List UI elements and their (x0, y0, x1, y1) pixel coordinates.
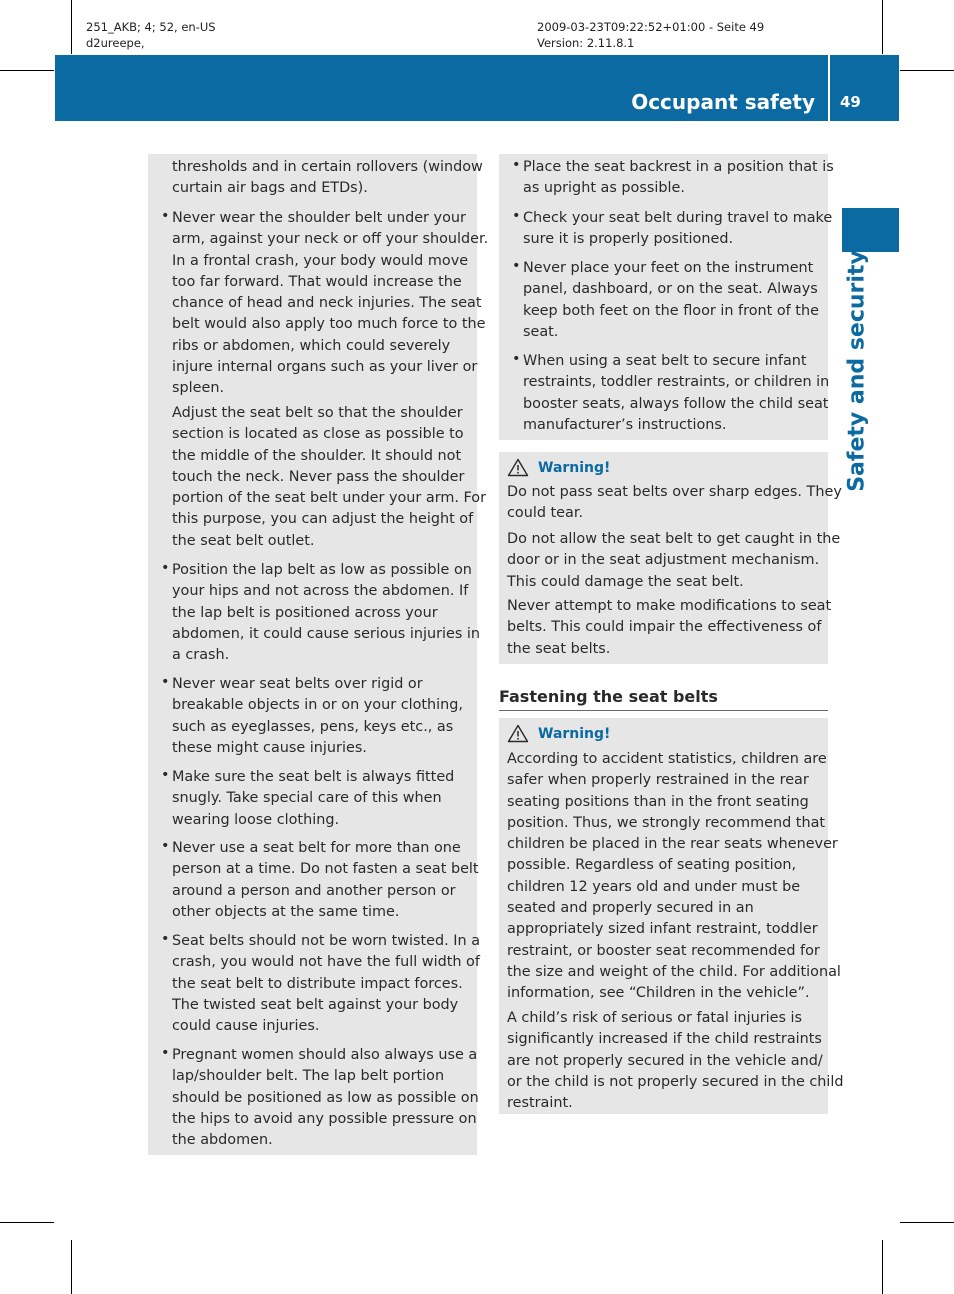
warning-paragraph (507, 1008, 844, 1114)
text-line: significantly increased if the child restraints (507, 1031, 822, 1048)
text-line: touch the neck. Never pass the shoulder (172, 468, 465, 485)
meta-line: d2ureepe, (86, 36, 145, 50)
text-line: Adjust the seat belt so that the shoulder (172, 405, 463, 421)
print-meta-left (86, 19, 216, 51)
section-title: Occupant safety (631, 90, 815, 114)
bullet: • (512, 208, 521, 224)
text-line: could cause injuries. (172, 1018, 320, 1035)
list-item (172, 838, 479, 923)
text-line: breakable objects in or on your clothing, (172, 697, 464, 714)
crop-mark (882, 0, 883, 54)
list-item (523, 157, 834, 200)
text-line: could tear. (507, 505, 584, 522)
text-line: Pregnant women should also always use a (172, 1047, 478, 1063)
text-line: the seat belts. (507, 640, 611, 657)
text-line: injure internal organs such as your liver or (172, 359, 478, 376)
text-line: restraint. (507, 1095, 573, 1112)
list-item (523, 258, 819, 343)
text-line: abdomen, it could cause serious injuries in (172, 625, 481, 642)
text-line: chance of head and neck injuries. The seat (172, 295, 482, 312)
text-line: such as eyeglasses, pens, keys etc., as (172, 718, 454, 735)
bullet: • (161, 767, 170, 783)
text-line: appropriately sized infant restraint, toddler (507, 921, 818, 938)
list-item (172, 1045, 479, 1151)
list-item (172, 560, 480, 666)
text-line: other objects at the same time. (172, 903, 400, 920)
crop-mark (900, 1222, 954, 1223)
text-line: crash, you would not have the full width of (172, 954, 480, 971)
text-line: these might cause injuries. (172, 739, 367, 756)
text-line: booster seats, always follow the child seat (523, 395, 829, 412)
list-item (523, 351, 829, 436)
header-bar (55, 55, 899, 121)
text-line: belt would also apply too much force to the (172, 316, 486, 333)
meta-line: Version: 2.11.8.1 (537, 36, 635, 50)
text-line: ribs or abdomen, which could severely (172, 337, 451, 354)
text-line: possible. Regardless of seating position, (507, 857, 797, 874)
bullet: • (161, 838, 170, 854)
text-line: the seat belt outlet. (172, 532, 315, 549)
text-line: sure it is properly positioned. (523, 231, 734, 248)
text-line: A child’s risk of serious or fatal injuries is (507, 1010, 803, 1026)
text-line: Position the lap belt as low as possible on (172, 562, 472, 578)
text-line: restraint, or booster seat recommended for (507, 942, 820, 959)
text-line: When using a seat belt to secure infant (523, 353, 807, 369)
text-line: your hips and not across the abdomen. If (172, 583, 469, 600)
text-line: Never place your feet on the instrument (523, 260, 814, 276)
text-line: curtain air bags and ETDs). (172, 180, 368, 197)
text-line: information, see “Children in the vehicle”. (507, 985, 810, 1002)
header-divider (828, 55, 830, 121)
warning-paragraph (507, 596, 831, 660)
text-line: keep both feet on the floor in front of the (523, 302, 819, 319)
text-line: The twisted seat belt against your body (172, 996, 459, 1013)
text-line: children be placed in the rear seats whenever (507, 836, 838, 853)
text-line: the size and weight of the child. For additional (507, 963, 841, 980)
chapter-label (838, 250, 876, 492)
paragraph (172, 403, 486, 552)
text-line: are not properly secured in the vehicle and/ (507, 1052, 823, 1069)
text-line: too far forward. That would increase the (172, 273, 462, 290)
text-line: around a person and another person or (172, 882, 456, 899)
text-line: as upright as possible. (523, 180, 685, 197)
text-line: Place the seat backrest in a position that is (523, 159, 834, 175)
text-line: portion of the seat belt under your arm. For (172, 490, 487, 507)
text-line: Never attempt to make modifications to seat (507, 598, 832, 614)
print-meta-right (537, 19, 764, 51)
warning-triangle-icon (507, 458, 529, 477)
warning-paragraph (507, 529, 840, 593)
crop-mark (0, 1222, 54, 1223)
warning-header (507, 458, 610, 477)
text-line: position. Thus, we strongly recommend that (507, 814, 826, 831)
section-heading: Fastening the seat belts (499, 687, 718, 706)
text-line: seated and properly secured in an (507, 900, 754, 917)
text-line: This could damage the seat belt. (507, 573, 744, 590)
text-line: restraints, toddler restraints, or children in (523, 374, 830, 391)
text-line: manufacturer’s instructions. (523, 416, 727, 433)
text-line: Never wear the shoulder belt under your (172, 210, 466, 226)
text-line: According to accident statistics, children are (507, 751, 827, 767)
text-line: thresholds and in certain rollovers (window (172, 159, 483, 175)
text-line: person at a time. Do not fasten a seat belt (172, 861, 479, 878)
list-item (172, 931, 480, 1037)
text-line: Seat belts should not be worn twisted. In a (172, 933, 481, 949)
crop-mark (882, 1240, 883, 1294)
list-item (172, 208, 488, 400)
text-line: Never wear seat belts over rigid or (172, 676, 423, 692)
warning-title: Warning! (538, 459, 611, 476)
crop-mark (71, 0, 72, 54)
warning-title: Warning! (538, 725, 611, 742)
bullet: • (161, 1045, 170, 1061)
text-line: this purpose, you can adjust the height of (172, 511, 474, 528)
text-line: Make sure the seat belt is always fitted (172, 769, 455, 785)
bullet: • (161, 674, 170, 690)
text-line: children 12 years old and under must be (507, 878, 801, 895)
text-line: seating positions than in the front seating (507, 793, 809, 810)
warning-header (507, 724, 610, 743)
list-item (172, 674, 463, 759)
text-line: lap/shoulder belt. The lap belt portion (172, 1068, 445, 1085)
section-heading-rule (499, 710, 828, 711)
text-line: should be positioned as low as possible on (172, 1089, 479, 1106)
list-item (523, 208, 832, 251)
text-line: Do not allow the seat belt to get caught in the (507, 531, 841, 547)
list-item (172, 767, 454, 831)
text-line: the hips to avoid any possible pressure on (172, 1110, 477, 1127)
text-line: snugly. Take special care of this when (172, 790, 442, 807)
text-line: or the child is not properly secured in the child (507, 1073, 844, 1090)
bullet: • (161, 208, 170, 224)
chapter-tab (842, 208, 899, 252)
text-line: the middle of the shoulder. It should not (172, 447, 462, 464)
text-line: arm, against your neck or off your shoulder. (172, 231, 489, 248)
text-line: Never use a seat belt for more than one (172, 840, 461, 856)
warning-triangle-icon (507, 724, 529, 743)
meta-line: 251_AKB; 4; 52, en-US (86, 20, 216, 34)
crop-mark (71, 1240, 72, 1294)
text-line: the abdomen. (172, 1132, 273, 1149)
chapter-label-text: Safety and security (844, 250, 870, 492)
text-line: In a frontal crash, your body would move (172, 252, 469, 269)
page-number: 49 (840, 93, 861, 111)
text-line: the lap belt is positioned across your (172, 604, 438, 621)
bullet: • (512, 351, 521, 367)
text-line: seat. (523, 323, 559, 340)
text-line: door or in the seat adjustment mechanism. (507, 552, 820, 569)
crop-mark (0, 70, 54, 71)
text-line: spleen. (172, 380, 225, 397)
text-line: belts. This could impair the effectiveness of (507, 619, 822, 636)
text-line: safer when properly restrained in the rear (507, 772, 809, 789)
text-line: Do not pass seat belts over sharp edges. They (507, 484, 842, 500)
crop-mark (900, 70, 954, 71)
text-line: Check your seat belt during travel to make (523, 210, 833, 226)
text-line: a crash. (172, 647, 230, 664)
text-line: wearing loose clothing. (172, 811, 340, 828)
bullet: • (512, 258, 521, 274)
warning-paragraph (507, 749, 841, 1005)
bullet: • (161, 560, 170, 576)
text-line: panel, dashboard, or on the seat. Always (523, 281, 818, 298)
meta-line: 2009-03-23T09:22:52+01:00 - Seite 49 (537, 20, 765, 34)
text-line: section is located as close as possible to (172, 426, 464, 443)
bullet: • (161, 931, 170, 947)
text-line: the seat belt to distribute impact forces. (172, 975, 463, 992)
warning-paragraph (507, 482, 842, 525)
bullet: • (512, 157, 521, 173)
paragraph (172, 157, 483, 200)
